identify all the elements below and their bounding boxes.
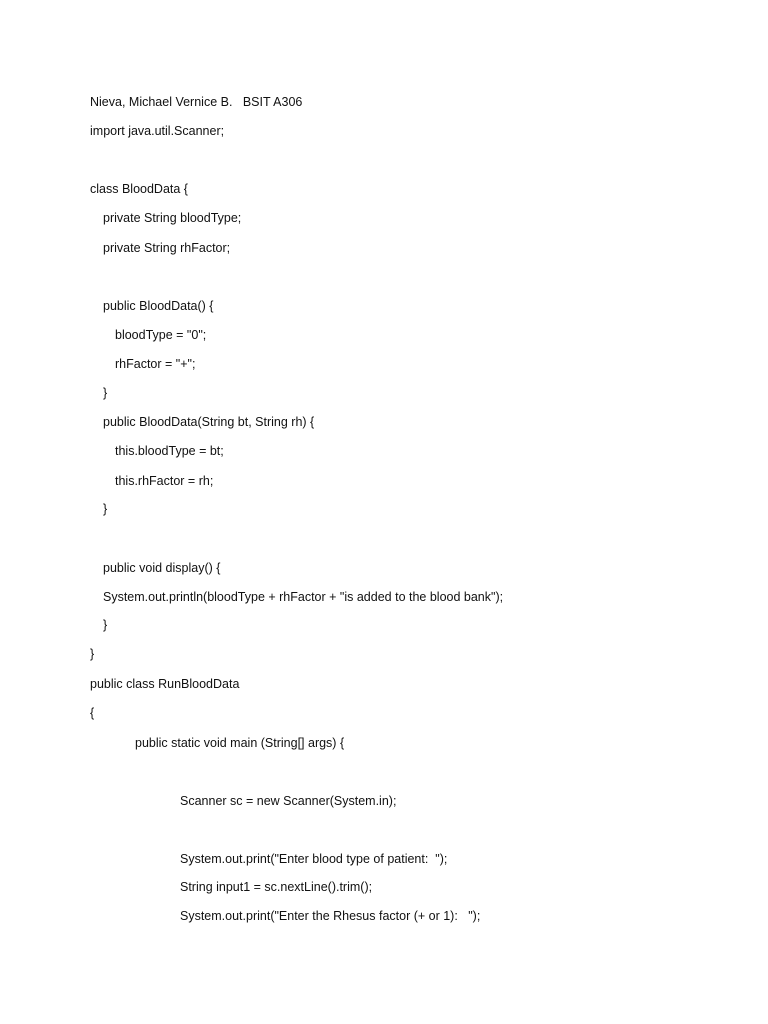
code-line: public BloodData() { — [103, 299, 214, 313]
code-line: } — [103, 618, 108, 632]
code-line: public class RunBloodData — [90, 677, 240, 691]
code-line: System.out.print("Enter the Rhesus factor (+ or 1): "); — [180, 909, 481, 923]
code-line: Scanner sc = new Scanner(System.in); — [180, 794, 397, 808]
code-line: private String rhFactor; — [103, 241, 231, 255]
code-line: import java.util.Scanner; — [90, 124, 225, 138]
code-line: this.bloodType = bt; — [115, 444, 224, 458]
code-line: public static void main (String[] args) { — [135, 736, 345, 750]
code-line: } — [103, 502, 108, 516]
code-line: private String bloodType; — [103, 211, 242, 225]
code-line: bloodType = "0"; — [115, 328, 207, 342]
code-line: rhFactor = "+"; — [115, 357, 196, 371]
author-header: Nieva, Michael Vernice B. BSIT A306 — [90, 95, 303, 109]
code-line: String input1 = sc.nextLine().trim(); — [180, 880, 373, 894]
code-line: } — [90, 647, 95, 661]
code-line: public void display() { — [103, 561, 221, 575]
code-line: System.out.println(bloodType + rhFactor + "is added to the blood bank"); — [103, 590, 504, 604]
code-line: System.out.print("Enter blood type of patient: "); — [180, 852, 448, 866]
code-line: public BloodData(String bt, String rh) { — [103, 415, 315, 429]
code-line: { — [90, 706, 95, 720]
code-line: this.rhFactor = rh; — [115, 474, 214, 488]
code-line: class BloodData { — [90, 182, 188, 196]
code-line: } — [103, 386, 108, 400]
